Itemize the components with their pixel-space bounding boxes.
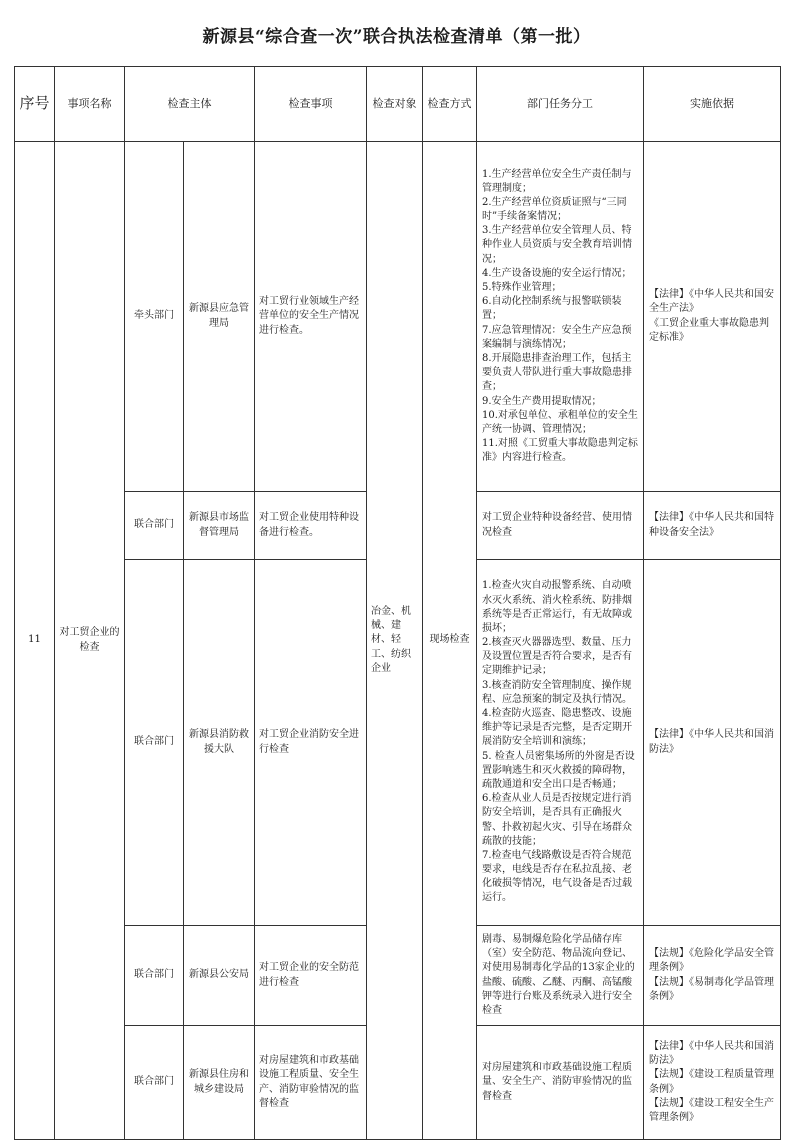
page-title: 新源县“综合查一次”联合执法检查清单（第一批） (202, 27, 591, 47)
task-line: 5.特殊作业管理； (482, 282, 562, 294)
basis-cell (644, 926, 781, 1026)
tasks-cell (477, 142, 644, 492)
role-cell: 联合部门 (125, 1026, 184, 1140)
table-row (15, 142, 781, 492)
basis-line: 【法规】《危险化学品安全管理条例》 (649, 948, 774, 974)
dept-cell: 新源县市场监督管理局 (184, 492, 255, 560)
basis-line: 【法律】《中华人民共和国安全生产法》 (649, 289, 774, 315)
header-index: 序号 (15, 67, 55, 142)
tasks-cell (477, 926, 644, 1026)
item-method: 现场检查 (423, 142, 477, 1140)
basis-line: 《工贸企业重大事故隐患判定标准》 (649, 317, 769, 343)
basis-cell (644, 492, 781, 560)
basis-line: 【法律】《中华人民共和国消防法》 (649, 1040, 774, 1067)
task-line: 3.生产经营单位安全管理人员、特种作业人员资质与安全教育培训情况； (482, 225, 632, 265)
header-method: 检查方式 (423, 67, 477, 142)
header-object: 检查对象 (367, 67, 423, 142)
task-line: 11.对照《工贸重大事故隐患判定标准》内容进行检查。 (482, 438, 638, 464)
tasks-cell (477, 492, 644, 560)
task-line: 1.生产经营单位安全生产责任制与管理制度； (482, 168, 632, 194)
basis-line: 【法规】《建设工程质量管理条例》 (649, 1069, 774, 1095)
dept-cell: 新源县应急管理局 (184, 142, 255, 492)
basis-cell (644, 560, 781, 926)
matter-cell: 对工贸企业消防安全进行检查 (255, 560, 367, 926)
basis-line: 【法规】《易制毒化学品管理条例》 (649, 976, 774, 1002)
task-line: 9.安全生产费用提取情况； (482, 395, 602, 407)
inspection-table (14, 66, 781, 1140)
task-line: 1.检查火灾自动报警系统、自动喷水灭火系统、消火栓系统、防排烟系统等是否正常运行，有无故障或损坏； (482, 580, 632, 634)
role-cell: 联合部门 (125, 492, 184, 560)
basis-line: 【法规】《建设工程安全生产管理条例》 (649, 1097, 774, 1123)
task-line: 7.应急管理情况：安全生产应急预案编制与演练情况； (482, 324, 632, 350)
matter-cell: 对工贸企业使用特种设备进行检查。 (255, 492, 367, 560)
matter-cell: 对工贸企业的安全防范进行检查 (255, 926, 367, 1026)
task-line: 6.检查从业人员是否按规定进行消防安全培训，是否具有正确报火警、扑救初起火灾、引导在场群众疏散的技能； (482, 793, 632, 847)
task-line: 7.检查电气线路敷设是否符合规范要求，电线是否存在私拉乱接、老化破损等情况，电气设备是否过载运行。 (482, 849, 632, 904)
dept-cell: 新源县消防救援大队 (184, 560, 255, 926)
header-item-name: 事项名称 (55, 67, 125, 142)
item-index: 11 (15, 142, 55, 1140)
task-line: 剧毒、易制爆危险化学品储存库（室）安全防范、物品流向登记、对使用易制毒化学品的13家企业的盐酸、硫酸、乙醚、丙酮、高锰酸钾等进行台账及系统录入进行安全检查 (482, 933, 635, 1016)
task-line: 2.核查灭火器器选型、数量、压力及设置位置是否符合要求，是否有定期维护记录； (482, 637, 632, 677)
tasks-cell (477, 1026, 644, 1140)
role-cell: 牵头部门 (125, 142, 184, 492)
matter-cell: 对工贸行业领域生产经营单位的安全生产情况进行检查。 (255, 142, 367, 492)
task-line: 6.自动化控制系统与报警联锁装置； (482, 296, 622, 322)
task-line: 8.开展隐患排查治理工作，包括主要负责人带队进行重大事故隐患排查； (482, 352, 632, 393)
task-line: 3.核查消防安全管理制度、操作规程、应急预案的制定及执行情况。 (482, 679, 632, 705)
task-line: 5. 检查人员密集场所的外窗是否设置影响逃生和灭火救援的障碍物，疏散通道和安全出口是否畅通； (482, 750, 635, 790)
item-object: 冶金、机械、建材、轻工、纺织企业 (367, 142, 423, 1140)
header-subject: 检查主体 (125, 67, 255, 142)
item-name: 对工贸企业的检查 (55, 142, 125, 1140)
role-cell: 联合部门 (125, 560, 184, 926)
basis-cell (644, 142, 781, 492)
basis-line: 【法律】《中华人民共和国特种设备安全法》 (649, 512, 774, 538)
task-line: 10.对承包单位、承租单位的安全生产统一协调、管理情况； (482, 409, 638, 435)
header-row (15, 67, 781, 142)
task-line: 对房屋建筑和市政基础设施工程质量、安全生产、消防审验情况的监督检查 (482, 1062, 632, 1102)
matter-cell: 对房屋建筑和市政基础设施工程质量、安全生产、消防审验情况的监督检查 (255, 1026, 367, 1140)
basis-line: 【法律】《中华人民共和国消防法》 (649, 729, 774, 755)
dept-cell: 新源县住房和城乡建设局 (184, 1026, 255, 1140)
dept-cell: 新源县公安局 (184, 926, 255, 1026)
basis-cell (644, 1026, 781, 1140)
task-line: 2.生产经营单位资质证照与“三同时”手续备案情况； (482, 196, 627, 223)
task-line: 对工贸企业特种设备经营、使用情况检查 (482, 512, 632, 538)
role-cell: 联合部门 (125, 926, 184, 1026)
tasks-cell (477, 560, 644, 926)
header-matter: 检查事项 (255, 67, 367, 142)
task-line: 4.生产设备设施的安全运行情况； (482, 267, 632, 279)
task-line: 4.检查防火巡查、隐患整改、设施维护等记录是否完整，是否定期开展消防安全培训和演练； (482, 708, 632, 748)
header-tasks: 部门任务分工 (477, 67, 644, 142)
header-basis: 实施依据 (644, 67, 781, 142)
